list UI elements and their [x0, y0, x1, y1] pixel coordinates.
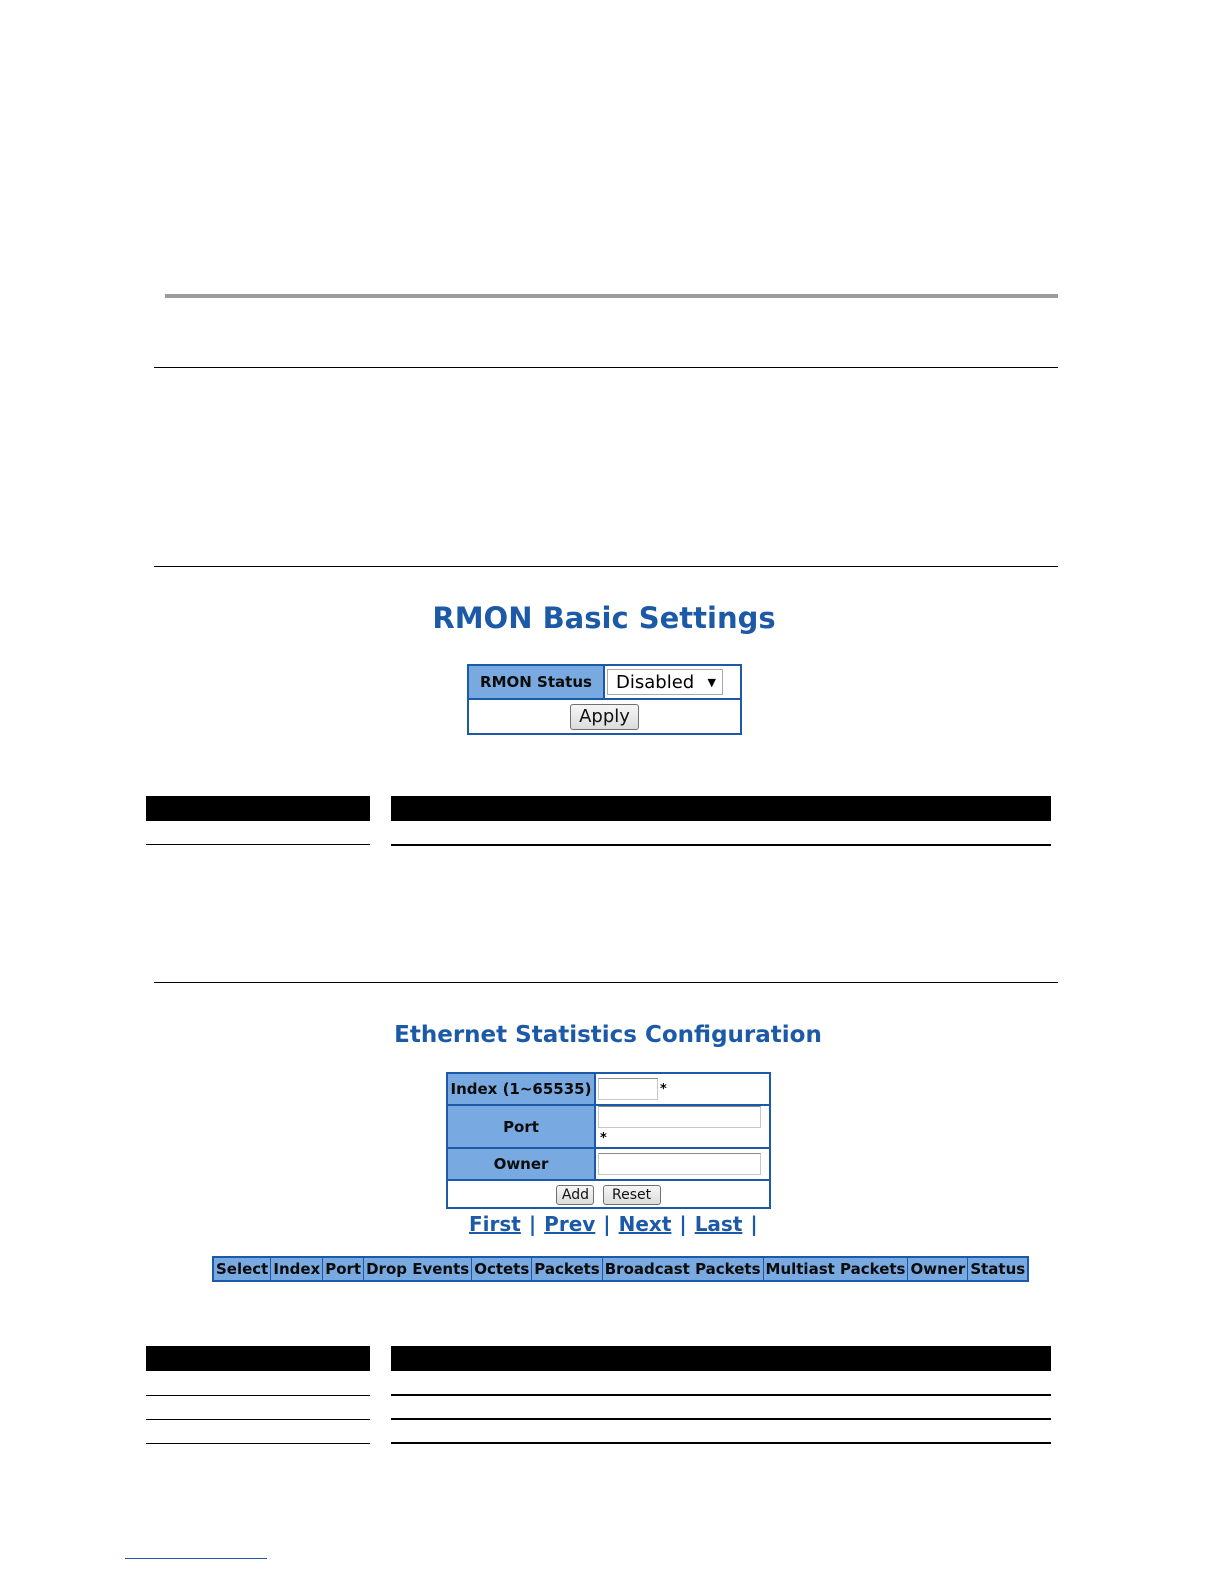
add-button[interactable]: Add	[556, 1185, 594, 1205]
port-input[interactable]	[598, 1106, 761, 1128]
reset-button[interactable]: Reset	[603, 1185, 661, 1205]
port-required-mark: *	[600, 1131, 607, 1146]
pagination-separator: |	[603, 1212, 611, 1236]
table-row-divider	[391, 844, 1051, 846]
apply-cell	[468, 699, 741, 734]
stats-table-header-row	[213, 1257, 1028, 1281]
next-page-link[interactable]: Next	[618, 1212, 672, 1236]
index-cell	[595, 1073, 770, 1105]
last-page-link[interactable]: Last	[694, 1212, 743, 1236]
table-header-left	[146, 796, 370, 821]
rmon-status-label: RMON Status	[468, 665, 604, 699]
form-actions-cell	[447, 1180, 770, 1208]
column-header-owner: Owner	[908, 1257, 968, 1281]
table-row-divider	[146, 1395, 370, 1396]
apply-button[interactable]: Apply	[570, 704, 639, 730]
table-row-divider	[391, 1442, 1051, 1444]
port-cell	[595, 1105, 770, 1148]
rmon-basic-settings-title: RMON Basic Settings	[432, 601, 776, 635]
column-header-index: Index	[271, 1257, 323, 1281]
index-input[interactable]	[598, 1078, 658, 1100]
column-header-select: Select	[213, 1257, 271, 1281]
table-header-left	[146, 1346, 370, 1371]
table-row-divider	[146, 844, 370, 845]
pagination-separator: |	[528, 1212, 537, 1236]
rmon-status-form	[467, 664, 742, 735]
table-row-divider	[146, 1443, 370, 1444]
column-header-octets: Octets	[472, 1257, 532, 1281]
ethernet-stats-title: Ethernet Statistics Configuration	[394, 1022, 822, 1048]
first-page-link[interactable]: First	[469, 1212, 521, 1236]
column-header-packets: Packets	[532, 1257, 602, 1281]
index-required-mark: *	[660, 1081, 667, 1097]
rmon-status-value: Disabled	[616, 671, 695, 693]
section-divider	[154, 367, 1058, 368]
table-header-right	[391, 1346, 1051, 1371]
port-label: Port	[447, 1105, 595, 1148]
top-divider	[165, 294, 1058, 298]
column-header-status: Status	[968, 1257, 1028, 1281]
rmon-status-select[interactable]	[607, 669, 723, 695]
table-row-divider	[391, 1418, 1051, 1420]
section-divider	[154, 566, 1058, 567]
index-label: Index (1~65535)	[447, 1073, 595, 1105]
table-row-divider	[146, 1419, 370, 1420]
ethernet-stats-table	[212, 1256, 1029, 1282]
ethernet-stats-form	[446, 1072, 771, 1209]
rmon-status-cell	[604, 665, 741, 699]
column-header-multicast-packets: Multiast Packets	[763, 1257, 908, 1281]
footer-link-underline	[125, 1558, 267, 1559]
prev-page-link[interactable]: Prev	[544, 1212, 596, 1236]
owner-cell	[595, 1148, 770, 1180]
column-header-port: Port	[323, 1257, 364, 1281]
table-header-right	[391, 796, 1051, 821]
section-divider	[154, 982, 1058, 983]
pagination-separator: |	[679, 1212, 687, 1236]
owner-input[interactable]	[598, 1153, 761, 1175]
column-header-broadcast-packets: Broadcast Packets	[602, 1257, 763, 1281]
column-header-drop-events: Drop Events	[364, 1257, 472, 1281]
table-row-divider	[391, 1394, 1051, 1396]
pagination	[469, 1212, 766, 1236]
pagination-separator: |	[750, 1212, 758, 1236]
chevron-down-icon: ▼	[707, 675, 716, 689]
owner-label: Owner	[447, 1148, 595, 1180]
